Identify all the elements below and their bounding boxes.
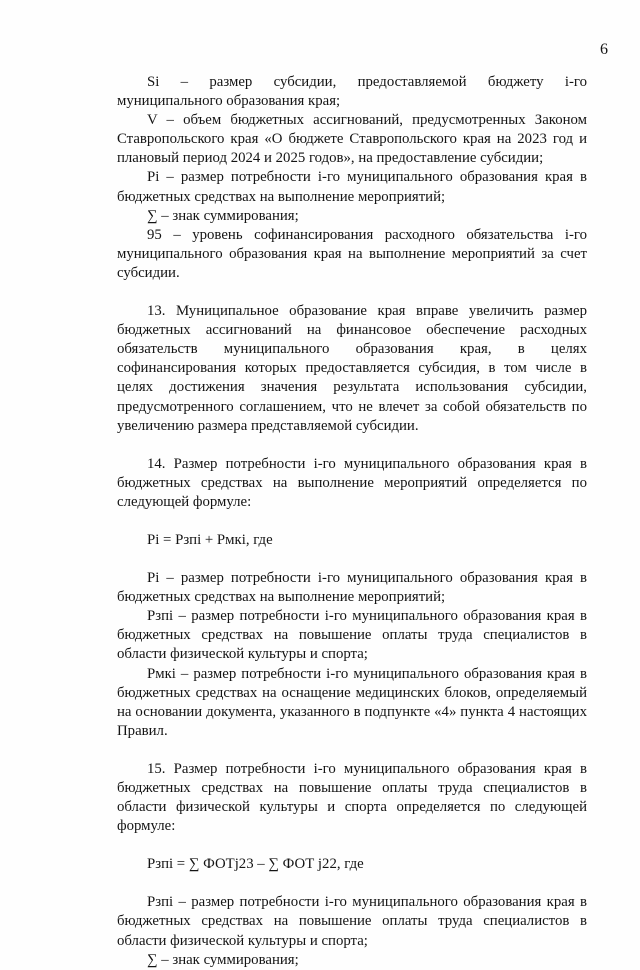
p-definition: Pi – размер потребности i-го муниципального образования края в бюджетных средствах на выполнение мероприятий; <box>117 169 587 205</box>
section-15-sum-definition: ∑ – знак суммирования; <box>147 951 299 968</box>
section-15-formula: Pзпi = ∑ ФОТj23 – ∑ ФОТ j22, где <box>147 856 364 873</box>
section-15-paragraph: 15. Размер потребности i-го муниципального образования края в бюджетных средствах на повышение оплаты труда специалистов в области физической культуры и спорта определяется по следующей формуле: <box>117 760 587 835</box>
document-body <box>117 73 587 970</box>
section-14-formula: Pi = Pзпi + Pмкi, где <box>147 531 273 548</box>
v-definition: V – объем бюджетных ассигнований, предусмотренных Законом Ставропольского края «О бюджете Ставропольского края на 2023 год и плановый период 2024 и 2025 годов», на предоставление субсидии; <box>117 112 587 167</box>
section-14-paragraph: 14. Размер потребности i-го муниципального образования края в бюджетных средствах на выполнение мероприятий определяется по следующей формуле: <box>117 455 587 510</box>
section-15-pzp-definition: Pзпi – размер потребности i-го муниципального образования края в бюджетных средствах на повышение оплаты труда специалистов в области физической культуры и спорта; <box>117 894 587 949</box>
level-definition: 95 – уровень софинансирования расходного обязательства i-го муниципального образования края на выполнение мероприятий за счет субсидии. <box>117 226 587 281</box>
section-14-p-definition: Pi – размер потребности i-го муниципального образования края в бюджетных средствах на выполнение мероприятий; <box>117 570 587 606</box>
page-number: 6 <box>600 41 608 58</box>
section-14-pzp-definition: Pзпi – размер потребности i-го муниципального образования края в бюджетных средствах на повышение оплаты труда специалистов в области физической культуры и спорта; <box>117 608 587 663</box>
sum-definition: ∑ – знак суммирования; <box>147 207 299 224</box>
s-definition: Si – размер субсидии, предоставляемой бюджету i-го муниципального образования края; <box>117 74 587 110</box>
section-13-paragraph: 13. Муниципальное образование края вправе увеличить размер бюджетных ассигнований на финансовое обеспечение расходных обязательств муниципального образования края, в целях софинансирования которых предоставляется субсидия, в том числе в целях достижения значения результата использования субсидии, предусмотренного соглашением, что не влечет за собой обязательств по увеличению размера представляемой субсидии. <box>117 303 587 434</box>
section-14-pmk-definition: Pмкi – размер потребности i-го муниципального образования края в бюджетных средствах на оснащение медицинских блоков, определяемый на основании документа, указанного в подпункте «4» пункта 4 настоящих Правил. <box>117 665 587 739</box>
